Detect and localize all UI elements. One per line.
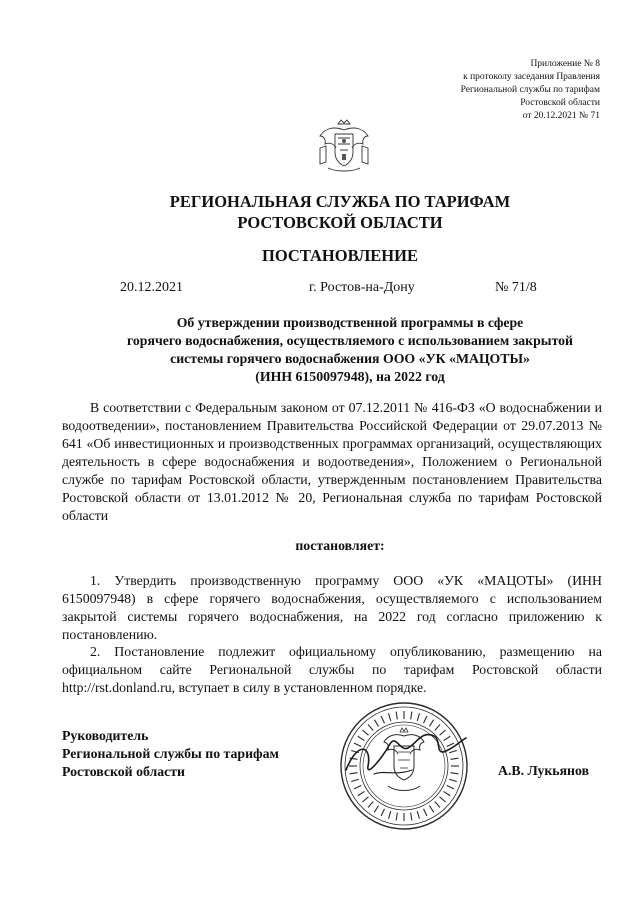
seal-lettering-mark: [429, 720, 433, 727]
signer-role-line: Ростовской области: [62, 764, 186, 779]
signer-role: [62, 727, 279, 781]
annex-note: [380, 58, 600, 123]
seal-lettering-mark: [435, 802, 440, 808]
title-line: системы горячего водоснабжения ООО «УК «МАЦОТЫ»: [170, 351, 530, 366]
seal-lettering-mark: [451, 773, 459, 774]
annex-line: к протоколу заседания Правления: [463, 72, 600, 82]
seal-lettering-mark: [368, 802, 373, 808]
seal-lettering-mark: [381, 809, 384, 816]
item-1-paragraph: 1. Утвердить производственную программу ООО «УК «МАЦОТЫ» (ИНН 6150097948) в сфере горячего водоснабжения, осуществляемого с использованием закрытой системы горячего водоснабжения, на 2022 год согласно приложению к постановлению.: [62, 573, 602, 642]
seal-lettering-mark: [429, 806, 433, 813]
seal-lettering-mark: [440, 797, 446, 802]
seal-lettering-mark: [411, 712, 412, 720]
seal-lettering-mark: [417, 713, 419, 721]
official-seal-icon: [338, 700, 470, 832]
title-line: Об утверждении производственной программы в сфере: [176, 315, 524, 330]
seal-lettering-mark: [447, 786, 454, 789]
seal-lettering-mark: [351, 779, 359, 781]
organization-line: РЕГИОНАЛЬНАЯ СЛУЖБА ПО ТАРИФАМ: [169, 192, 511, 211]
seal-lettering-mark: [389, 713, 391, 721]
item-2-paragraph: 2. Постановление подлежит официальному опубликованию, размещению на официальном сайте Региональной службы по тарифам Ростовской области http://rst.donland.ru, вступает в силу в установленном порядке.: [62, 644, 602, 695]
coat-of-arms-icon: [316, 118, 372, 176]
seal-lettering-mark: [374, 806, 378, 813]
document-type: ПОСТАНОВЛЕНИЕ: [262, 246, 418, 265]
seal-lettering-mark: [444, 791, 451, 795]
seal-lettering-mark: [389, 811, 391, 819]
decree-word: постановляет:: [295, 538, 385, 553]
seal-lettering-mark: [449, 751, 457, 753]
seal-lettering-mark: [444, 736, 451, 740]
seal-lettering-mark: [354, 786, 361, 789]
seal-lettering-mark: [424, 809, 427, 816]
seal-lettering-mark: [417, 811, 419, 819]
seal-lettering-mark: [451, 758, 459, 759]
title-line: горячего водоснабжения, осуществляемого с использованием закрытой: [126, 333, 574, 348]
annex-line: от 20.12.2021 № 71: [522, 111, 600, 121]
seal-lettering-mark: [396, 813, 397, 821]
seal-lettering-mark: [354, 743, 361, 746]
seal-lettering-mark: [396, 712, 397, 720]
signer-role-line: Региональной службы по тарифам: [62, 746, 279, 761]
organization-name: [40, 191, 640, 233]
seal-lettering-mark: [368, 724, 373, 730]
signer-name: А.В. Лукьянов: [498, 763, 590, 778]
seal-lettering-mark: [358, 736, 365, 740]
preamble-paragraph: В соответствии с Федеральным законом от 07.12.2011 № 416-ФЗ «О водоснабжении и водоотведении», постановлением Правительства Российской Федерации от 29.07.2013 № 641 «Об инвестиционных и производственных программах организаций, осуществляющих деятельность в сфере водоснабжения и водоотведения», Положением о Региональной службе по тарифам Ростовской области, утвержденным постановлением Правительства Ростовской области от 13.01.2012 № 20, Региональная служба по тарифам Ростовской области: [62, 400, 602, 523]
seal-lettering-mark: [440, 730, 446, 735]
seal-lettering-mark: [350, 773, 358, 774]
seal-lettering-mark: [358, 791, 365, 795]
seal-lettering-mark: [362, 797, 368, 802]
seal-lettering-mark: [447, 743, 454, 746]
seal-lettering-mark: [362, 730, 368, 735]
title-line: (ИНН 6150097948), на 2022 год: [255, 369, 445, 384]
seal-lettering-mark: [411, 813, 412, 821]
document-number: № 71/8: [495, 280, 537, 295]
document-title: [60, 314, 640, 386]
signer-role-line: Руководитель: [62, 728, 149, 743]
seal-lettering-mark: [449, 779, 457, 781]
seal-lettering-mark: [381, 716, 384, 723]
seal-lettering-mark: [374, 720, 378, 727]
seal-lettering-mark: [435, 724, 440, 730]
annex-line: Региональной службы по тарифам: [460, 85, 600, 95]
document-date: 20.12.2021: [120, 280, 183, 295]
annex-line: Приложение № 8: [530, 59, 600, 69]
document-city: г. Ростов-на-Дону: [309, 280, 415, 295]
annex-line: Ростовской области: [520, 98, 600, 108]
organization-line: РОСТОВСКОЙ ОБЛАСТИ: [237, 213, 443, 232]
seal-lettering-mark: [424, 716, 427, 723]
